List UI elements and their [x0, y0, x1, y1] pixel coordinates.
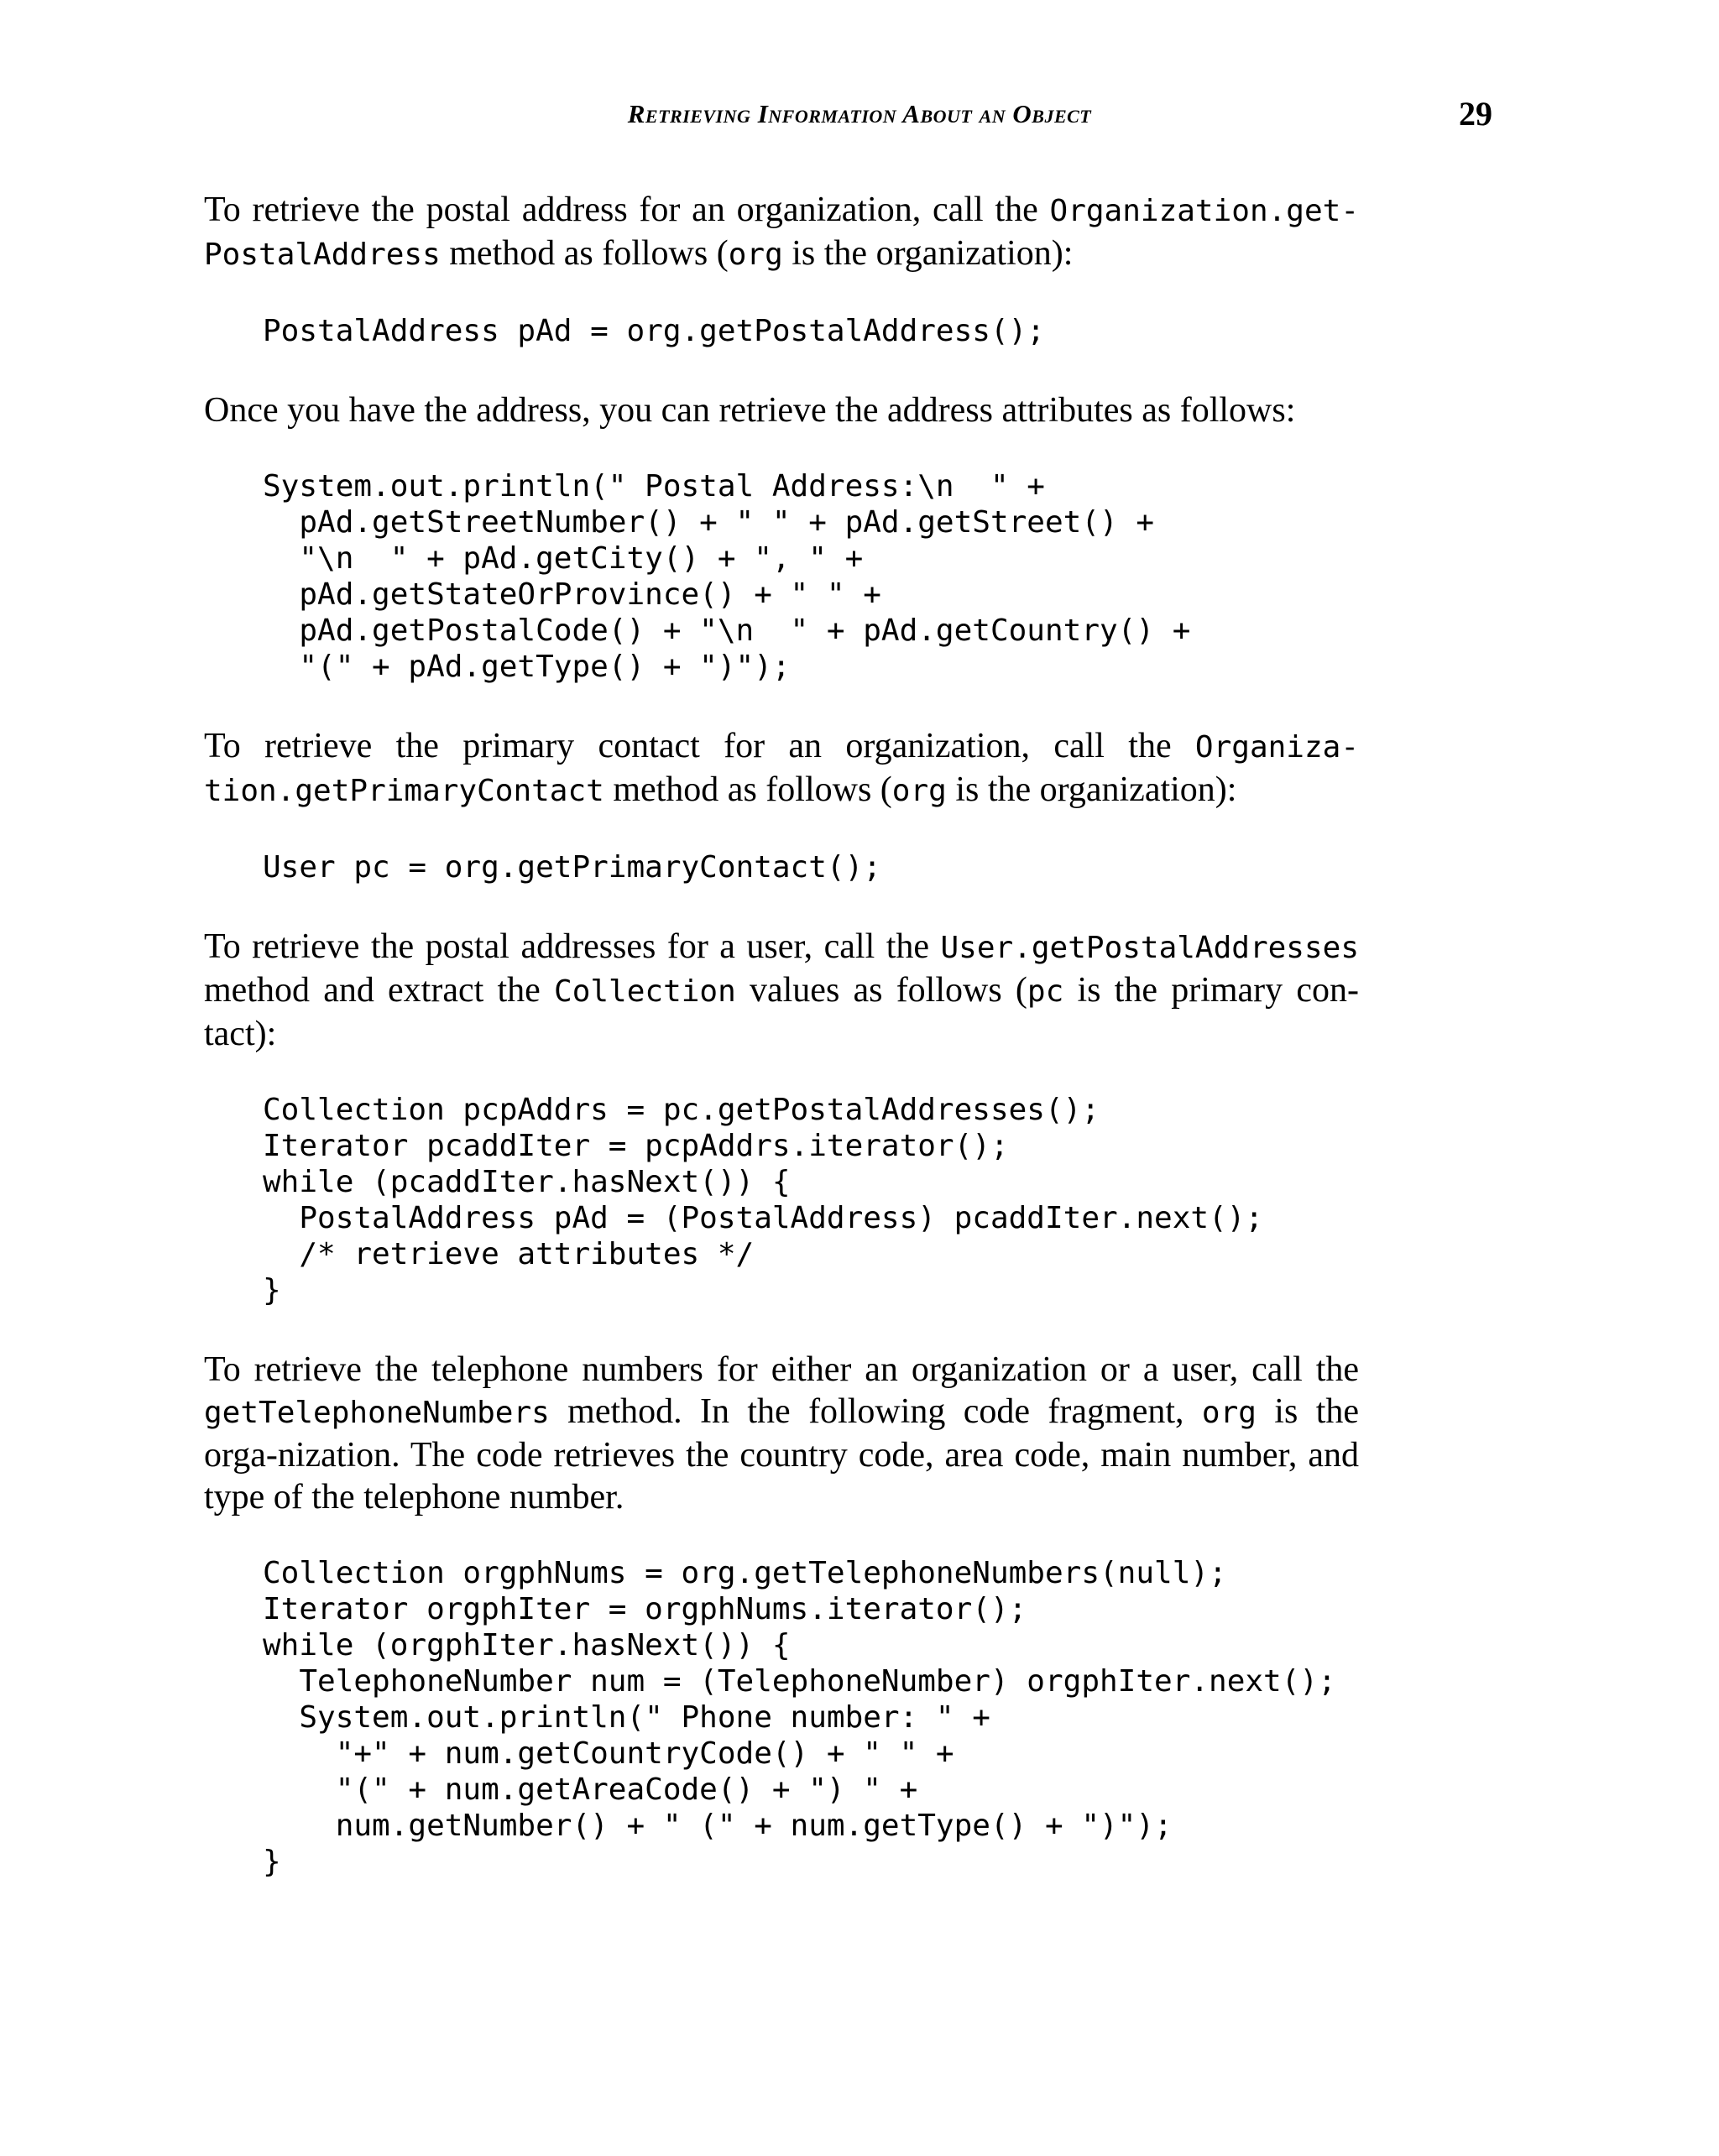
- text-run: is the organization):: [946, 770, 1237, 809]
- inline-code: getTelephoneNumbers: [204, 1396, 550, 1430]
- text-run: To retrieve the telephone numbers for either an organization or a user, call the: [204, 1350, 1359, 1389]
- inline-code: Organiza-tion.getPrimaryContact: [204, 730, 1359, 808]
- code-block-iterate-addresses: Collection pcpAddrs = pc.getPostalAddresses(); Iterator pcaddIter = pcpAddrs.iterator(); while (pcaddIter.hasNext()) { PostalAddress pAd = (PostalAddress) pcaddIter.next(); /* retrieve attributes */ }: [263, 1093, 1264, 1308]
- code-block-get-postal-address: PostalAddress pAd = org.getPostalAddress();: [263, 314, 1045, 348]
- text-run: is the organization):: [782, 234, 1074, 273]
- inline-code: org: [891, 774, 947, 808]
- inline-code: org: [728, 238, 783, 272]
- text-run: method as follows (: [440, 234, 729, 273]
- code-block-print-address: System.out.println(" Postal Address:\n " + pAd.getStreetNumber() + " " + pAd.getStreet() + "\n " + pAd.getCity() + ", " + pAd.getStateOrProvince() + " " + pAd.getPostalCode() + "\n " + pAd.getCountry() + "(" + pAd.getType() + ")");: [263, 469, 1191, 684]
- paragraph-user-postal-addresses: [204, 926, 1359, 1055]
- paragraph-address-attributes: [204, 389, 1359, 431]
- text-run: method as follows (: [603, 770, 892, 809]
- text-run: is the orga-nization. The code retrieves the country code, area code, main number, and type of the telephone number.: [204, 1392, 1360, 1517]
- text-run: Once you have the address, you can retrieve the address attributes as follows:: [204, 391, 1296, 430]
- page-number: 29: [1459, 95, 1492, 133]
- paragraph-primary-contact: [204, 725, 1359, 812]
- text-run: method and extract the: [204, 971, 555, 1010]
- text-run: To retrieve the postal addresses for a user, call the: [204, 927, 941, 966]
- page-body: [204, 189, 1359, 1880]
- paragraph-telephone-numbers: [204, 1349, 1359, 1518]
- text-run: is the primary con-tact):: [204, 971, 1359, 1053]
- paragraph-postal-address: [204, 189, 1359, 276]
- running-header: [0, 95, 1719, 141]
- inline-code: pc: [1027, 974, 1064, 1009]
- text-run: To retrieve the primary contact for an organization, call the: [204, 727, 1195, 765]
- text-run: values as follows (: [735, 971, 1027, 1010]
- text-run: method. In the following code fragment,: [549, 1392, 1202, 1431]
- inline-code: org: [1201, 1396, 1257, 1430]
- running-title: Retrieving Information About an Object: [627, 99, 1092, 128]
- code-block-get-primary-contact: User pc = org.getPrimaryContact();: [263, 850, 881, 885]
- inline-code: Organization.get-PostalAddress: [204, 194, 1359, 272]
- inline-code: Collection: [554, 974, 736, 1009]
- inline-code: User.getPostalAddresses: [940, 931, 1359, 965]
- text-run: To retrieve the postal address for an organization, call the: [204, 191, 1050, 229]
- code-block-telephone-numbers: Collection orgphNums = org.getTelephoneNumbers(null); Iterator orgphIter = orgphNums.iterator(); while (orgphIter.hasNext()) { TelephoneNumber num = (TelephoneNumber) orgphIter.next(); System.out.println(" Phone number: " + "+" + num.getCountryCode() + " " + "(" + num.getAreaCode() + ") " + num.getNumber() + " (" + num.getType() + ")"); }: [263, 1556, 1336, 1879]
